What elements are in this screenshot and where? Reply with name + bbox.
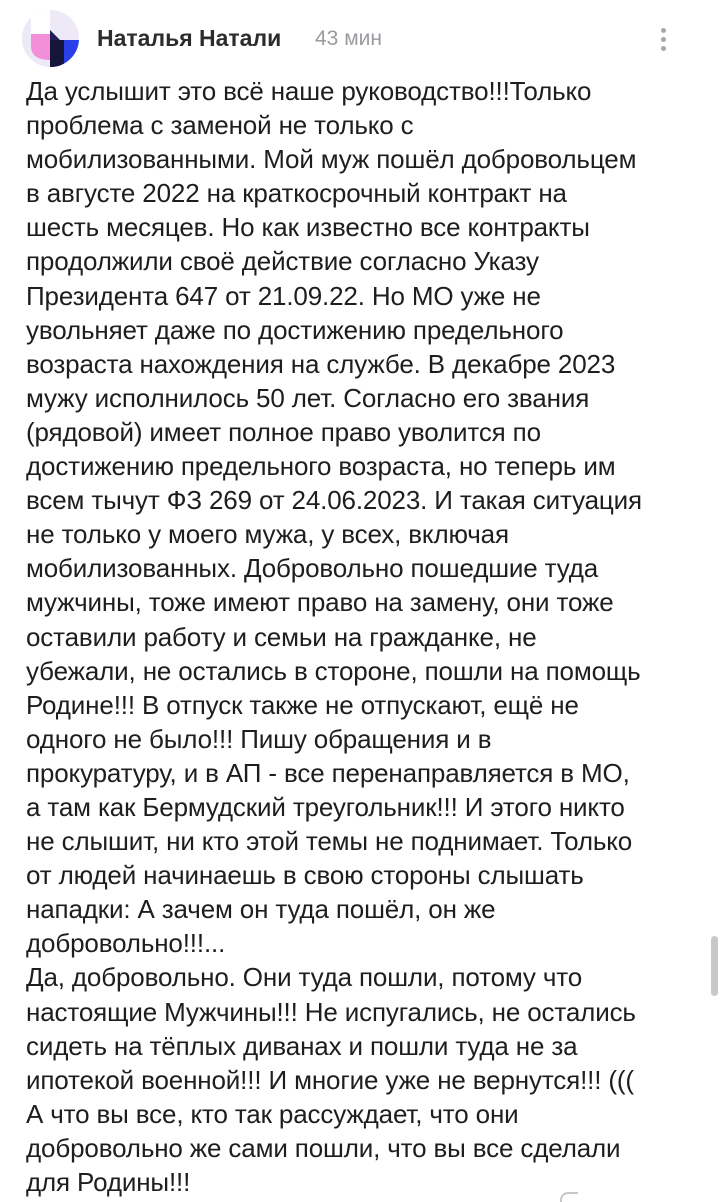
- post-line: возраста нахождения на службе. В декабре 2023: [26, 348, 616, 379]
- post-line: увольняет даже по достижению предельного: [26, 314, 564, 345]
- post-header: [22, 8, 723, 68]
- post-line: сидеть на тёплых диванах и пошли туда не за: [26, 1030, 578, 1061]
- post-line: нападки: А зачем он туда пошёл, он же: [26, 894, 496, 925]
- scrollbar[interactable]: [711, 936, 718, 996]
- post-line: (рядовой) имеет полное право уволится по: [26, 416, 541, 447]
- post-line: ипотекой военной!!! И многие уже не вернутся!!! (((: [26, 1064, 634, 1095]
- post-line: мужчины, тоже имеют право на замену, они тоже: [26, 587, 614, 618]
- post-line: Президента 647 от 21.09.22. Но МО уже не: [26, 280, 541, 311]
- post-line: не только у моего мужа, у всех, включая: [26, 519, 509, 550]
- post-timestamp: 43 мин: [315, 27, 382, 50]
- post-line: мобилизованных. Добровольно пошедшие туда: [26, 553, 599, 584]
- post-line: мобилизованными. Мой муж пошёл добровольцем: [26, 144, 637, 175]
- post-line: продолжили своё действие согласно Указу: [26, 246, 539, 277]
- avatar[interactable]: [22, 10, 79, 67]
- post-line: не слышит, ни кто этой темы не поднимает. Только: [26, 826, 633, 857]
- post-line: добровольно!!!...: [26, 928, 226, 959]
- post-line: проблема с заменой не только с: [26, 110, 414, 141]
- post-line: оставили работу и семьи на гражданке, не: [26, 621, 537, 652]
- post-line: для Родины!!!: [26, 1167, 191, 1197]
- app-logo-icon: [22, 10, 79, 67]
- post-line: а там как Бермудский треугольник!!! И этого никто: [26, 791, 625, 822]
- post-line: Да услышит это всё наше руководство!!!Только: [26, 76, 592, 106]
- post-line: в августе 2022 на краткосрочный контракт на: [26, 178, 567, 209]
- more-vertical-icon[interactable]: [658, 28, 668, 54]
- post-line: прокуратуру, и в АП - все перенаправляется в МО,: [26, 757, 630, 788]
- post-line: от людей начинаешь в свою стороны слышать: [26, 860, 584, 891]
- post-line: мужу исполнилось 50 лет. Согласно его звания: [26, 382, 590, 413]
- post-line: настоящие Мужчины!!! Не испугались, не остались: [26, 996, 636, 1027]
- post-line: добровольно же сами пошли, что вы все сделали: [26, 1132, 621, 1163]
- post-line: всем тычут ФЗ 269 от 24.06.2023. И такая ситуация: [26, 485, 642, 516]
- post-line: одного не было!!! Пишу обращения и в: [26, 723, 492, 754]
- author-name[interactable]: Наталья Натали: [97, 25, 282, 51]
- next-comment-edge: [560, 1192, 578, 1202]
- post-line: достижению предельного возраста, но теперь им: [26, 451, 616, 482]
- post-line: шесть месяцев. Но как известно все контракты: [26, 212, 590, 243]
- post-line: Да, добровольно. Они туда пошли, потому что: [26, 962, 583, 993]
- post-body: [26, 74, 694, 1199]
- post-line: Родине!!! В отпуск также не отпускают, ещё не: [26, 689, 579, 720]
- post-line: убежали, не остались в стороне, пошли на помощь: [26, 655, 641, 686]
- post-line: А что вы все, кто так рассуждает, что они: [26, 1098, 519, 1129]
